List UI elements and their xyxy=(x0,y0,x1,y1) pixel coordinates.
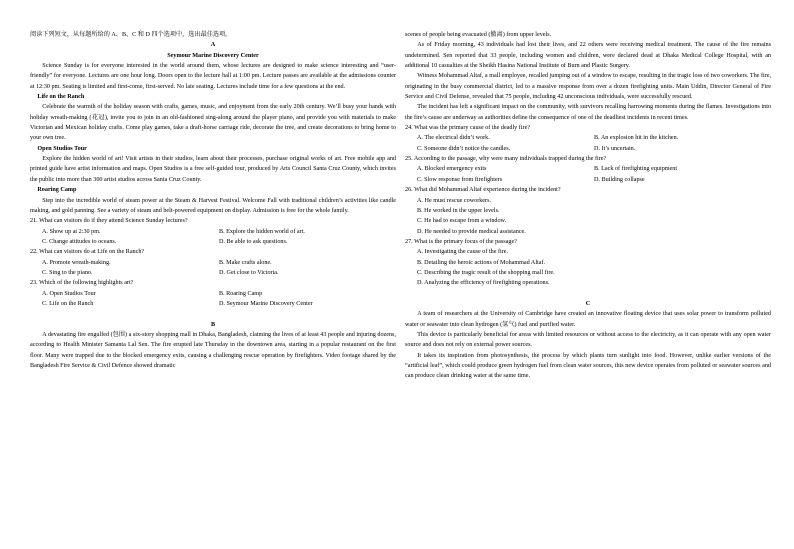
passage-a-heading: Open Studios Tour xyxy=(37,145,87,152)
passage-b-paragraph: As of Friday morning, 43 individuals had lost their lives, and 22 others were receiving medical treatment. The cause of the fire remains undetermined. Sen reported that 33 people, including women and children, were declared dead at Dhaka Medical College Hospital, with an additional 10 casualties at the Sheikh Hasina National Institute of Burn and Plastic Surgery. xyxy=(405,42,771,70)
option: A. Investigating the cause of the fire. xyxy=(417,249,509,256)
passage-b-paragraph: A devastating fire engulfed (包围) a six-story shopping mall in Dhaka, Bangladesh, claiming the lives of at least 43 people and injuring dozens, according to Health Minister Samanta Lal Sen. The fire erupted late Thursday in the downtown area, starting in a popular restaurant on the first floor. Many were trapped due to the blocked emergency exits, causing a challenging rescue operation by firefighters. Video footage shared by the Bangladesh Fire Service & Civil Defence showed dramatic xyxy=(30,331,396,369)
passage-c-paragraph: A team of researchers at the University of Cambridge have created an innovative floating device that uses solar power to transform polluted water or seawater into clean hydrogen (氢气) fuel and purified water. xyxy=(405,311,771,328)
passage-a-label: A xyxy=(210,42,216,49)
option: B. Roaring Camp xyxy=(219,290,263,297)
option: A. Promote wreath-making. xyxy=(42,259,111,266)
passage-b-paragraph: Witness Mohammad Altaf, a mall employee, recalled jumping out of a window to escape, resulting in the tragic loss of two coworkers. The fire, originating in the busy commercial district, led to a massive response from over a dozen firefighting units. Main Uddin, Director General of Fire Service and Civil Defense, revealed that 75 people, including 42 unconscious individuals, were successfully rescued. xyxy=(405,73,771,101)
question-options xyxy=(30,227,396,237)
question-options xyxy=(405,133,771,143)
option: C. Slow response from firefighters xyxy=(417,176,503,183)
question-options xyxy=(405,144,771,154)
option: A. Show up at 2:30 pm. xyxy=(42,228,101,235)
question-options xyxy=(30,237,396,247)
option: D. It’s uncertain. xyxy=(594,145,636,152)
option: C. He had to escape from a window. xyxy=(417,218,507,225)
question-options xyxy=(405,164,771,174)
passage-c-label: C xyxy=(585,300,591,307)
option: C. Someone didn’t notice the candles. xyxy=(417,145,511,152)
passage-a-heading: Roaring Camp xyxy=(37,187,77,194)
option: D. Be able to ask questions. xyxy=(219,238,288,245)
passage-b-paragraph: The incident has left a significant impact on the community, with survivors recalling harrowing moments during the flames. Investigations into the fire’s cause are underway as authorities define the consequence of one of the deadliest incidents in recent times. xyxy=(405,104,771,121)
passage-a-paragraph: Celebrate the warmth of the holiday season with crafts, games, music, and enjoyment from the early 20th century. We’ll busy your hands with holiday wreath-making (花冠), invite you to join in an old-fashioned sing-along around the player piano, and provide you with materials to make Victorian and Mexican holiday crafts. Come play games, take a draft-horse carriage ride, decorate the tree, and create decorations to bring home to your own tree. xyxy=(30,104,396,142)
option: A. Open Studios Tour xyxy=(42,290,96,297)
option: C. Describing the tragic result of the shopping mall fire. xyxy=(417,269,555,276)
spacer xyxy=(405,289,771,299)
option: D. Analyzing the efficiency of firefighting operations. xyxy=(417,280,550,287)
question-stem: 25. According to the passage, why were many individuals trapped during the fire? xyxy=(405,156,607,163)
option: B. Detailing the heroic actions of Mohammad Altaf. xyxy=(417,259,546,266)
option: C. Sing to the piano. xyxy=(42,269,93,276)
option: D. He needed to provide medical assistance. xyxy=(417,228,526,235)
left-column xyxy=(30,30,396,371)
question-options xyxy=(405,175,771,185)
passage-b-paragraph-continued: scenes of people being evacuated (撤离) from upper levels. xyxy=(405,32,552,38)
passage-b-label: B xyxy=(210,321,216,328)
option: B. Lack of firefighting equipment xyxy=(594,166,678,173)
passage-c-paragraph: It takes its inspiration from photosynthesis, the process by which plants turn sunlight into food. However, unlike earlier versions of the “artificial leaf”, which could produce green hydrogen fuel from clean water sources, this new device operates from polluted or seawater sources and can produce clean drinking water at the same time. xyxy=(405,352,771,380)
option: B. Make crafts alone. xyxy=(219,259,272,266)
option: C. Change attitudes to oceans. xyxy=(42,238,117,245)
option: D. Seymour Marine Discovery Center xyxy=(219,300,313,307)
spacer xyxy=(30,309,396,319)
option: A. Blocked emergency exits xyxy=(417,166,487,173)
passage-a-paragraph: Explore the hidden world of art! Visit artists in their studios, learn about their processes, purchase original works of art. Free mobile app and printed guide have artist information and maps. Open Studios is a free self-guided tour, produced by Arts Council Santa Cruz County, which invites the public into more than 300 artist studios across Santa Cruz County. xyxy=(30,156,396,183)
question-stem: 23. Which of the following highlights art? xyxy=(30,280,134,287)
option: B. He worked in the upper levels. xyxy=(417,207,500,214)
passage-a-paragraph: Step into the incredible world of steam power at the Steam & Harvest Festival. Welcome Fall with traditional children’s activities like candle making, and gold panning. See a variety of steam and belt-powered equipment on display. Admission is free for the whole family. xyxy=(30,197,396,214)
option: A. The electrical didn’t work. xyxy=(417,135,490,142)
passage-a-paragraph: Science Sunday is for everyone interested in the world around them, whose lectures are designed to make science interesting and “user-friendly” for everyone. Lectures are one hour long. Doors open to the lecture hall at 1:00 pm. Lecture passes are available at the admissions counter at 12:30 pm. Seating is limited and first-come, first-served. No late seating. Lectures include time for a few questions at the end. xyxy=(30,63,396,90)
right-column xyxy=(405,30,771,382)
question-options xyxy=(30,299,396,309)
option: C. Life on the Ranch xyxy=(42,300,94,307)
option: D. Get close to Victoria. xyxy=(219,269,279,276)
question-stem: 22. What can visitors do at Life on the Ranch? xyxy=(30,249,145,256)
question-stem: 21. What can visitors do if they attend Science Sunday lectures? xyxy=(30,218,188,225)
question-options xyxy=(30,268,396,278)
option: D. Building collapse xyxy=(594,176,645,183)
option: A. He must rescue coworkers. xyxy=(417,197,492,204)
option: B. An explosion hit in the kitchen. xyxy=(594,135,679,142)
option: B. Explore the hidden world of art. xyxy=(219,228,305,235)
question-options xyxy=(30,258,396,268)
passage-a-heading: Life on the Ranch xyxy=(37,94,85,101)
passage-a-title: Seymour Marine Discovery Center xyxy=(167,52,259,59)
question-options xyxy=(30,289,396,299)
question-stem: 24. What was the primary cause of the deadly fire? xyxy=(405,125,531,132)
question-stem: 26. What did Mohammad Altaf experience during the incident? xyxy=(405,187,561,194)
passage-c-paragraph: This device is particularly beneficial for areas with limited resources or without access to the electricity, as it can operate with any open water source and does not rely on external power sources. xyxy=(405,331,771,349)
question-stem: 27. What is the primary focus of the passage? xyxy=(405,238,517,245)
instructions: 阅读下列短文，从每题所给的 A、B、C 和 D 四个选项中，选出最佳选项。 xyxy=(30,32,232,38)
